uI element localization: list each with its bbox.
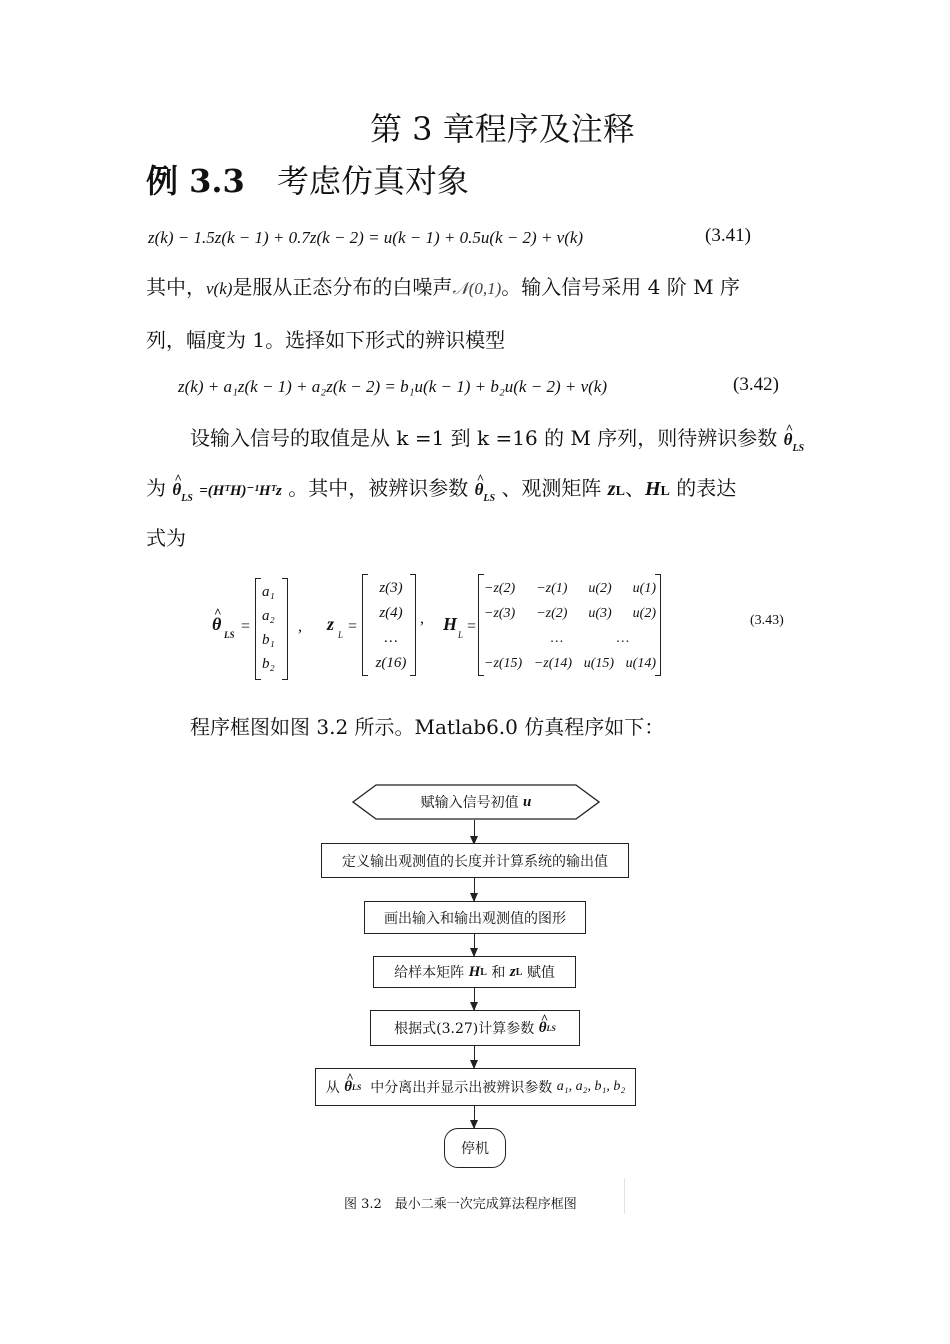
figure-caption: 图 3.2 最小二乘一次完成算法程序框图 — [344, 1197, 577, 1212]
theta-vector: a₁ a₂ b₁ b₂ — [262, 584, 275, 672]
example-heading — [146, 156, 469, 202]
stop-node: 停机 — [444, 1128, 506, 1168]
equation-number-3-41: (3.41) — [705, 225, 751, 246]
example-label: 例 3.3 — [146, 162, 245, 200]
arrow-5 — [474, 1046, 475, 1068]
equation-number-3-43: (3.43) — [750, 613, 784, 628]
equation-3-41: z(k) − 1.5z(k − 1) + 0.7z(k − 2) = u(k − 1) + 0.5u(k − 2) + v(k) — [148, 228, 584, 247]
step-plot: 画出输入和输出观测值的图形 — [364, 901, 586, 934]
paragraph-estimator: 为 ^ $\theta_{LS}$ =(HᵀH)⁻¹Hᵀz 。其中，被辨识参数 ^ $\theta_{LS}$ 、观测矩阵 zL、HL 的表达 — [146, 472, 736, 504]
paragraph-flowchart-intro: 程序框图如图 3.2 所示。Matlab6.0 仿真程序如下： — [190, 715, 665, 739]
paragraph-model-intro: 列，幅度为 1。选择如下形式的辨识模型 — [146, 328, 506, 352]
arrow-4 — [474, 988, 475, 1010]
equation-3-43: ^ θ LS = a₁ a₂ b₁ b₂ , z L = z(3) z(4) … z(16) , H L = −z(2) −z(1) u(2) u(1) −z(3) −z(2) u(3) u(2) … … −z(15) −z(14) u(15) u(14) — [200, 570, 800, 685]
paragraph-expression: 式为 — [146, 526, 186, 550]
divider — [624, 1178, 625, 1214]
equation-3-42: z(k) + a₁z(k − 1) + a₂z(k − 2) = b₁u(k − 1) + b₂u(k − 2) + v(k) — [178, 377, 607, 396]
theta-label: ^ θ — [212, 614, 221, 635]
arrow-3 — [474, 934, 475, 956]
equation-number-3-42: (3.42) — [733, 374, 779, 395]
arrow-2 — [474, 878, 475, 901]
theta-hat: ^ θ — [784, 430, 793, 450]
step-display-params: 从 ^ θ LS 中分离出并显示出被辨识参数 a₁, a₂, b₁, b₂ — [315, 1068, 636, 1106]
arrow-6 — [474, 1106, 475, 1128]
z-vector: z(3) z(4) … z(16) — [375, 580, 407, 671]
step-compute-output: 定义输出观测值的长度并计算系统的输出值 — [321, 843, 629, 878]
arrow-1 — [474, 820, 475, 844]
step-compute-params: 根据式(3.27)计算参数 ^ θ LS — [370, 1010, 580, 1046]
start-node: 赋输入信号初值 u — [420, 793, 532, 811]
ls-formula: =(HᵀH)⁻¹Hᵀz — [199, 483, 282, 499]
example-title: 考虑仿真对象 — [277, 162, 470, 200]
h-matrix: −z(2) −z(1) u(2) u(1) −z(3) −z(2) u(3) u(2) … … −z(15) −z(14) u(15) u(14) — [484, 581, 656, 671]
step-assign-matrices: 给样本矩阵 H L 和 z L 赋值 — [373, 956, 576, 988]
chapter-title: 第 3 章程序及注释 — [370, 110, 635, 148]
paragraph-noise: 其中，v(k)是服从正态分布的白噪声𝒩(0,1)。输入信号采用 4 阶 M 序 — [146, 275, 740, 299]
paragraph-input-signal: 设输入信号的取值是从 k =1 到 k =16 的 M 序列，则待辨识参数 ^ $\theta_{LS}$ — [190, 422, 804, 454]
